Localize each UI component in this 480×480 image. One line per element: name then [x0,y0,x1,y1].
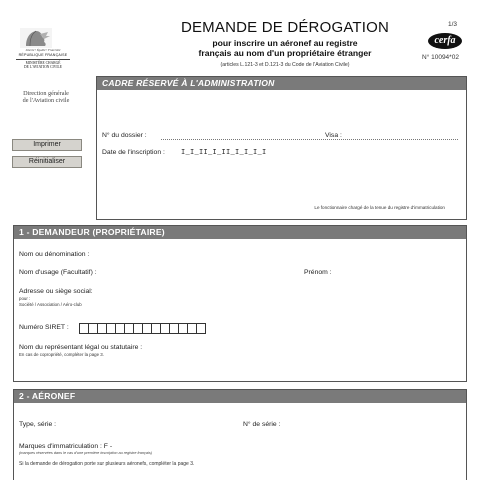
marques-note: (marques réservées dans le cas d'une première inscription au registre français) [19,451,153,455]
type-serie-label: Type, série : [19,421,57,428]
prenom-label: Prénom : [304,269,332,276]
section-aeronef-title: 2 - AÉRONEF [14,390,466,403]
nom-usage-label: Nom d'usage (Facultatif) : [19,269,97,276]
representant-label: Nom du représentant légal ou statutaire : [19,344,143,351]
marques-immatriculation-label: Marques d'immatriculation : F - [19,443,113,450]
form-subtitle [150,38,420,58]
nom-denomination-label: Nom ou dénomination : [19,251,90,258]
societe-label: Société / Association / Aéro-club [19,302,82,307]
siret-digit-box[interactable] [196,323,206,334]
direction-line-2: de l'Aviation civile [22,97,70,105]
direction-line-1: Direction générale [23,90,69,97]
section-aeronef [13,389,467,480]
registrar-note: Le fonctionnaire chargé de la tenue du registre d'immatriculation [314,205,445,210]
form-subtitle-line-2: français au nom d'un propriétaire étranger [198,48,372,58]
inscription-date-label: Date de l'inscription : [102,149,165,156]
section-demandeur [13,225,467,382]
ministry-line-2: DE L'AVIATION CIVILE [24,65,62,70]
section-demandeur-title: 1 - DEMANDEUR (PROPRIÉTAIRE) [14,226,466,239]
ministry-name [14,61,72,69]
marianne-emblem-icon [20,28,52,48]
ministry-line-1: MINISTÈRE CHARGÉ [25,61,61,65]
siret-label: Numéro SIRET : [19,324,69,331]
siret-input[interactable] [79,323,205,334]
pour-label: pour : [19,296,31,301]
reset-button[interactable]: Réinitialiser [12,156,82,168]
cerfa-number: N° 10094*02 [422,54,459,61]
cerfa-logo: cerfa [428,33,462,49]
numero-serie-label: N° de série : [243,421,281,428]
copropriete-note: En cas de copropriété, compléter la page 3. [19,352,104,357]
inscription-date-field: I_I_II_I_II_I_I_I_I [181,149,267,157]
logo-divider [16,59,70,60]
form-subtitle-line-1: pour inscrire un aéronef au registre [212,38,358,48]
plusieurs-aeronefs-note: Si la demande de dérogation porte sur plusieurs aéronefs, compléter la page 3. [19,461,195,467]
admin-reserved-box [96,76,467,220]
republic-motto: Liberté • Égalité • Fraternité [25,48,61,52]
admin-box-title: CADRE RÉSERVÉ À L'ADMINISTRATION [97,77,466,90]
form-articles-reference: (articles L.121-3 et D.121-3 du Code de l'Aviation Civile) [220,62,350,68]
dossier-number-label: N° du dossier : [102,132,147,139]
visa-field [343,139,458,140]
adresse-label: Adresse ou siège social: [19,288,93,295]
print-button[interactable]: Imprimer [12,139,82,151]
republic-name: RÉPUBLIQUE FRANÇAISE [18,53,68,57]
visa-label: Visa : [325,132,342,139]
marianne-logo [14,26,72,78]
direction-generale-label [12,90,80,105]
form-title: DEMANDE DE DÉROGATION [180,19,390,36]
page-number: 1/3 [448,21,458,28]
